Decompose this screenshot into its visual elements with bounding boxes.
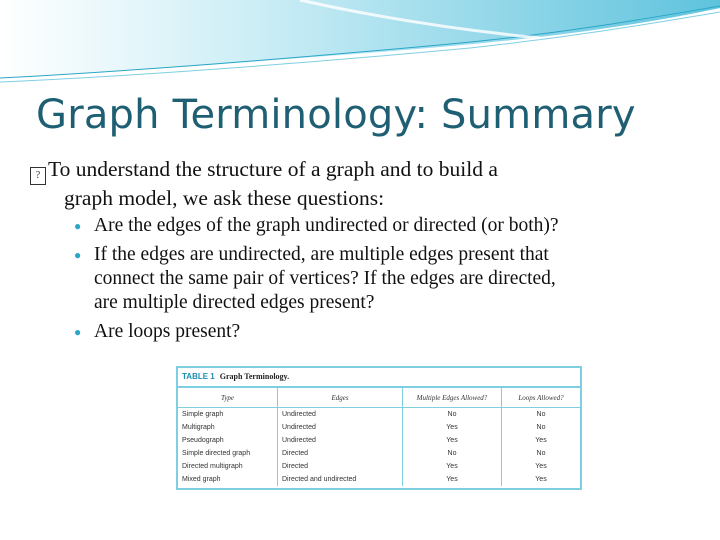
bullet-dot-icon: ● (74, 325, 82, 339)
cell-edges: Undirected (278, 408, 403, 422)
lead-line-2: graph model, we ask these questions: (64, 186, 385, 210)
terminology-table (176, 366, 582, 490)
decorative-wave-banner (0, 0, 720, 90)
list-item (74, 320, 694, 344)
question-list (74, 214, 694, 349)
bullet-text-cont: are multiple directed edges present? (94, 292, 375, 313)
bullet-text: If the edges are undirected, are multiple edges present that (94, 244, 549, 265)
lead-line-1: To understand the structure of a graph and to build a (48, 157, 498, 181)
list-item (74, 243, 694, 315)
list-item (74, 214, 694, 238)
cell-type: Mixed graph (182, 476, 221, 483)
cell-loops: No (502, 408, 581, 422)
cell-loops: No (502, 421, 581, 434)
slide-title: Graph Terminology: Summary (36, 92, 636, 138)
table-row (178, 447, 580, 460)
table-name: Graph Terminology. (219, 372, 290, 381)
cell-edges: Undirected (278, 434, 403, 447)
column-header: Type (178, 388, 278, 408)
cell-loops: Yes (502, 460, 581, 473)
cell-edges: Directed and undirected (278, 473, 403, 486)
column-header: Multiple Edges Allowed? (403, 388, 502, 408)
cell-loops: No (502, 447, 581, 460)
cell-multiple: Yes (403, 421, 502, 434)
bullet-text: Are loops present? (94, 321, 241, 342)
cell-multiple: No (403, 408, 502, 422)
missing-glyph-marker: ? (30, 167, 46, 185)
lead-paragraph (30, 156, 690, 211)
column-header: Edges (278, 388, 403, 408)
cell-multiple: No (403, 447, 502, 460)
cell-type: Pseudograph (182, 437, 224, 444)
bullet-dot-icon: ● (74, 219, 82, 233)
cell-type: Simple directed graph (182, 450, 251, 457)
bullet-text-cont: connect the same pair of vertices? If the edges are directed, (94, 268, 556, 289)
cell-multiple: Yes (403, 460, 502, 473)
table-header-row (178, 388, 580, 408)
cell-edges: Directed (278, 460, 403, 473)
bullet-text: Are the edges of the graph undirected or directed (or both)? (94, 215, 559, 236)
cell-edges: Directed (278, 447, 403, 460)
table-number: TABLE 1 (182, 372, 215, 381)
table-row (178, 421, 580, 434)
cell-type: Simple graph (182, 411, 224, 418)
column-header: Loops Allowed? (502, 388, 581, 408)
cell-loops: Yes (502, 473, 581, 486)
cell-edges: Undirected (278, 421, 403, 434)
table-row (178, 460, 580, 473)
bullet-dot-icon: ● (74, 248, 82, 262)
cell-loops: Yes (502, 434, 581, 447)
cell-multiple: Yes (403, 434, 502, 447)
table-row (178, 434, 580, 447)
table-caption (178, 368, 580, 388)
table-row (178, 408, 580, 422)
table-row (178, 473, 580, 486)
cell-type: Multigraph (182, 424, 215, 431)
cell-multiple: Yes (403, 473, 502, 486)
table (178, 388, 580, 486)
cell-type: Directed multigraph (182, 463, 243, 470)
